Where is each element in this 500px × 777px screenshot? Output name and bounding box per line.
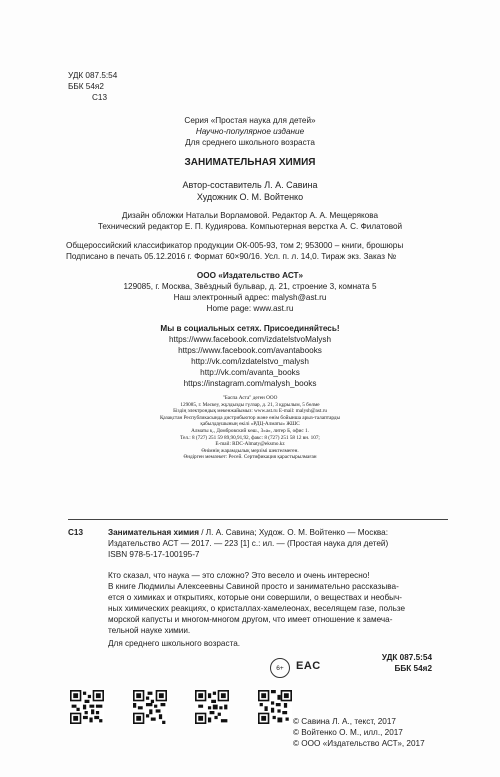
annotation [108, 570, 458, 649]
eac-mark-icon: EAC [296, 660, 321, 672]
social-links [0, 323, 500, 389]
footer-udk: УДК 087.5:54 [381, 653, 432, 662]
annotation-line: ется о химиках и открытиях, которые они совершили, о веществах и необыч- [108, 593, 403, 602]
publisher-email: Наш электронный адрес: malysh@ast.ru [173, 293, 327, 302]
footer-bbk: ББК 54я2 [394, 664, 432, 673]
catalog-code: С13 [68, 528, 84, 537]
kz-line: "Баспа Аста" деген ООО [222, 395, 278, 401]
annotation-line: В книге Людмилы Алексеевны Савиной просто и занимательно рассказыва- [108, 582, 399, 591]
kz-line: Өнімнің жарамдылық мерзімі шектелмеген. [201, 447, 299, 454]
print-details [66, 240, 403, 262]
product-classifier: Общероссийский классификатор продукции ОК-005-93, том 2; 953000 – книги, брошюры [66, 241, 404, 250]
annotation-line: Кто сказал, что наука — это сложно? Это весело и очень интересно! [108, 571, 370, 580]
authors [0, 179, 500, 203]
social-heading: Мы в социальных сетях. Присоединяйтесь! [160, 324, 340, 333]
social-link[interactable]: http://vk.com/izdatelstvo_malysh [191, 357, 309, 366]
age-rating-icon: 6+ [270, 658, 290, 678]
publisher-homepage: Home page: www.ast.ru [206, 304, 294, 313]
copyright-line: © Савина Л. А., текст, 2017 [293, 717, 396, 726]
annotation-audience: Для среднего школьного возраста. [108, 639, 241, 648]
publisher-name: ООО «Издательство АСТ» [196, 271, 304, 280]
catalog-rest: / Л. А. Савина; Худож. О. М. Войтенко — Москва: [198, 528, 389, 537]
kz-line: 129085, г. Мәскеу, жұлдызды гүлзар, д. 21, 3 құрылым, 5 бөлме [180, 401, 320, 408]
author-line: Автор-составитель Л. А. Савина [182, 180, 318, 190]
social-link[interactable]: https://www.facebook.com/avantabooks [178, 346, 322, 355]
bbk-code: ББК 54я2 [68, 82, 104, 91]
design-credit: Дизайн обложки Натальи Ворламовой. Редактор А. А. Мещерякова [121, 211, 379, 220]
udk-code: УДК 087.5:54 [68, 71, 118, 80]
annotation-line: морской капусты и многом-многом другом, что имеет отношение к замеча- [108, 615, 393, 624]
kz-line: қабылдаушының өкілі «РДЦ-Алматы» ЖШС [200, 421, 300, 428]
kz-line: Қазақстан Республикасында дистрибьютор және өнім бойынша арыз-талаптарды [159, 414, 341, 421]
qr-code-icon [258, 690, 292, 724]
catalog-title: Занимательная химия [108, 528, 199, 537]
catalog-line-2: Издательство АСТ — 2017. — 223 [1] с.: ил. — (Простая наука для детей) [108, 539, 389, 548]
technical-credit: Технический редактор Е. П. Кудиярова. Компьютерная верстка А. С. Филатовой [97, 222, 403, 231]
catalog-entry [68, 527, 458, 560]
series-name: Серия «Простая наука для детей» [184, 116, 316, 125]
isbn: ISBN 978-5-17-100195-7 [108, 550, 200, 559]
qr-code-icon [133, 690, 167, 724]
qr-code-icon [70, 690, 104, 724]
credits [0, 210, 500, 232]
kz-line: Өндірген мемлекет: Ресей. Сертификация қарастырылмаған [183, 454, 317, 461]
classification-codes [68, 70, 117, 103]
copyright-line: © ООО «Издательство АСТ», 2017 [293, 739, 425, 748]
kazakhstan-info [0, 395, 500, 461]
annotation-line: ных химических реакциях, о кристаллах-хамелеонах, веселящем газе, пользе [108, 604, 406, 613]
edition-type: Научно-популярное издание [195, 127, 305, 136]
kz-line: Біздің электрондық мекенжайымыз: www.ast.ru E-mail: malysh@ast.ru [173, 408, 327, 415]
kz-line: Тел.: 8 (727) 251 59 89,90,91,92, факс: 8 (727) 251 58 12 вн. 107; [180, 434, 320, 441]
publisher-info [0, 270, 500, 314]
artist-line: Художник О. М. Войтенко [196, 192, 304, 202]
book-title: ЗАНИМАТЕЛЬНАЯ ХИМИЯ [184, 157, 316, 168]
copyright-line: © Войтенко О. М., илл., 2017 [293, 728, 403, 737]
annotation-line: тельной науке химии. [108, 626, 191, 635]
divider [68, 519, 448, 520]
social-link[interactable]: https://instagram.com/malysh_books [183, 379, 317, 388]
print-info: Подписано в печать 05.12.2016 г. Формат 60×90/16. Усл. п. л. 14,0. Тираж экз. Заказ № [66, 252, 397, 261]
footer-codes [382, 652, 432, 674]
series-info [0, 115, 500, 148]
kz-line: E-mail: RDC-Almaty@eksmo.kz [215, 441, 285, 448]
age-group: Для среднего школьного возраста [185, 138, 315, 147]
social-link[interactable]: http://vk.com/avanta_books [200, 368, 300, 377]
author-mark: С13 [92, 93, 108, 102]
social-link[interactable]: https://www.facebook.com/izdatelstvoMalysh [169, 335, 331, 344]
qr-code-icon [195, 690, 229, 724]
kz-line: Алматы қ., Домбровский көш., 3«а», литер Б, офис 1. [191, 427, 309, 434]
publisher-address: 129085, г. Москва, Звёздный бульвар, д. 21, строение 3, комната 5 [123, 282, 377, 291]
copyright-block [293, 716, 425, 749]
